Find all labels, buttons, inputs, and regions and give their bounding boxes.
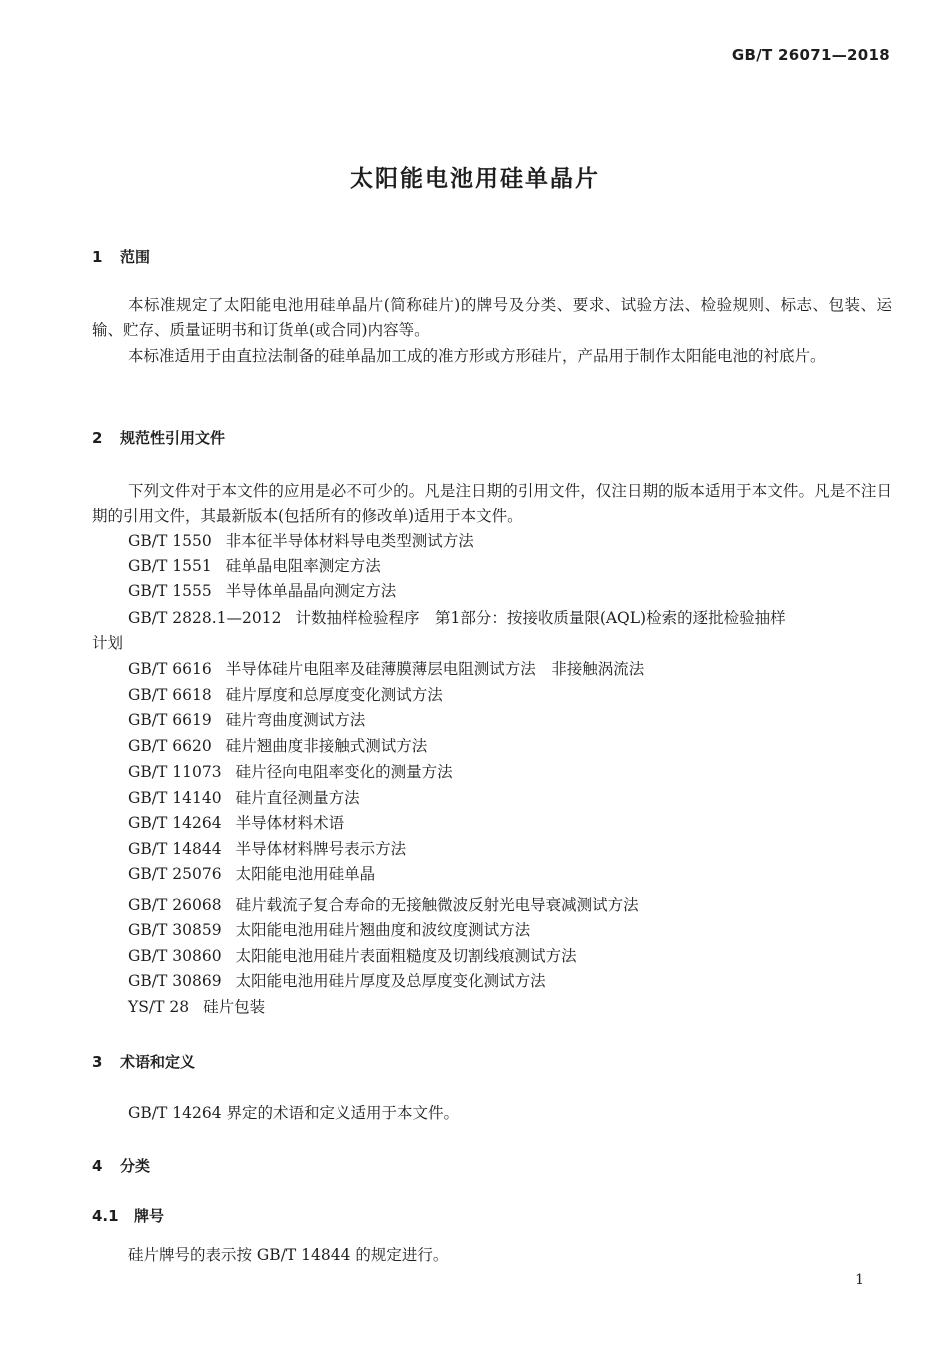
paragraph: 下列文件对于本文件的应用是必不可少的。凡是注日期的引用文件，仅注日期的版本适用于本文件。凡是不注日期的引用文件，其最新版本(包括所有的修改单)适用于本文件。 [92,482,892,525]
reference-code: YS/T 28 [128,998,190,1016]
reference-title: 硅片弯曲度测试方法 [225,711,366,729]
reference-code: GB/T 11073 [128,763,222,781]
reference-item [128,529,474,554]
reference-title: 半导体硅片电阻率及硅薄膜薄层电阻测试方法 非接触涡流法 [225,660,645,678]
section-4-heading [92,1155,150,1176]
section-title: 分类 [120,1157,151,1175]
reference-item [128,893,639,918]
reference-title: 硅片径向电阻率变化的测量方法 [235,763,453,781]
reference-code: GB/T 30869 [128,972,222,990]
reference-code: GB/T 14264 [128,814,222,832]
reference-item [128,657,644,682]
standard-code: GB/T 26071—2018 [731,46,890,64]
reference-item [128,862,375,887]
reference-title: 半导体单晶晶向测定方法 [225,582,397,600]
reference-item [128,734,427,759]
reference-title: 非本征半导体材料导电类型测试方法 [225,532,474,550]
reference-item [128,554,381,579]
section-2-heading [92,427,225,448]
reference-code: GB/T 6618 [128,686,212,704]
reference-code: GB/T 1550 [128,532,212,550]
paragraph: 硅片牌号的表示按 GB/T 14844 的规定进行。 [128,1246,449,1264]
reference-item [128,811,344,836]
reference-code: GB/T 14140 [128,789,222,807]
reference-code: GB/T 30860 [128,947,222,965]
page-number: 1 [855,1272,864,1288]
reference-code: GB/T 1555 [128,582,212,600]
reference-title-continued: 计划 [92,634,124,652]
reference-title: 半导体材料术语 [235,814,345,832]
reference-title: 硅片直径测量方法 [235,789,360,807]
subsection-title: 牌号 [134,1207,165,1225]
section-number: 2 [92,429,103,447]
subsection-4-1-heading [92,1205,164,1226]
reference-code: GB/T 26068 [128,896,222,914]
paragraph: GB/T 14264 界定的术语和定义适用于本文件。 [128,1104,459,1122]
reference-code: GB/T 25076 [128,865,222,883]
reference-item [128,918,530,943]
reference-title: 硅单晶电阻率测定方法 [225,557,381,575]
section-title: 术语和定义 [120,1053,196,1071]
section-number: 4 [92,1157,103,1175]
reference-item [128,944,577,969]
reference-code: GB/T 2828.1—2012 [128,609,282,627]
reference-item [128,969,546,994]
reference-item [128,995,265,1020]
reference-title: 半导体材料牌号表示方法 [235,840,407,858]
reference-code: GB/T 6619 [128,711,212,729]
paragraph: 本标准适用于由直拉法制备的硅单晶加工成的准方形或方形硅片，产品用于制作太阳能电池的衬底片。 [128,347,826,365]
reference-code: GB/T 1551 [128,557,212,575]
reference-title: 硅片翘曲度非接触式测试方法 [225,737,428,755]
section-number: 3 [92,1053,103,1071]
reference-item [128,683,443,708]
paragraph: 本标准规定了太阳能电池用硅单晶片(简称硅片)的牌号及分类、要求、试验方法、检验规则、标志、包装、运输、贮存、质量证明书和订货单(或合同)内容等。 [92,296,892,339]
section-1-heading [92,246,150,267]
reference-title: 太阳能电池用硅片厚度及总厚度变化测试方法 [235,972,546,990]
reference-code: GB/T 6616 [128,660,212,678]
subsection-number: 4.1 [92,1207,119,1225]
reference-title: 计数抽样检验程序 第1部分：按接收质量限(AQL)检索的逐批检验抽样 [295,609,786,627]
reference-item [128,606,786,631]
section-title: 范围 [120,248,151,266]
section-number: 1 [92,248,103,266]
reference-item [128,579,396,604]
reference-item [128,786,360,811]
section-3-heading [92,1051,195,1072]
reference-item [128,708,365,733]
reference-title: 太阳能电池用硅片翘曲度和波纹度测试方法 [235,921,531,939]
section-title: 规范性引用文件 [120,429,226,447]
reference-code: GB/T 30859 [128,921,222,939]
document-title: 太阳能电池用硅单晶片 [350,166,600,192]
reference-item [128,837,406,862]
reference-item [128,760,453,785]
reference-title: 太阳能电池用硅单晶 [235,865,376,883]
reference-title: 硅片厚度和总厚度变化测试方法 [225,686,443,704]
reference-title: 硅片载流子复合寿命的无接触微波反射光电导衰减测试方法 [235,896,639,914]
reference-title: 硅片包装 [203,998,266,1016]
reference-title: 太阳能电池用硅片表面粗糙度及切割线痕测试方法 [235,947,577,965]
reference-code: GB/T 14844 [128,840,222,858]
reference-code: GB/T 6620 [128,737,212,755]
